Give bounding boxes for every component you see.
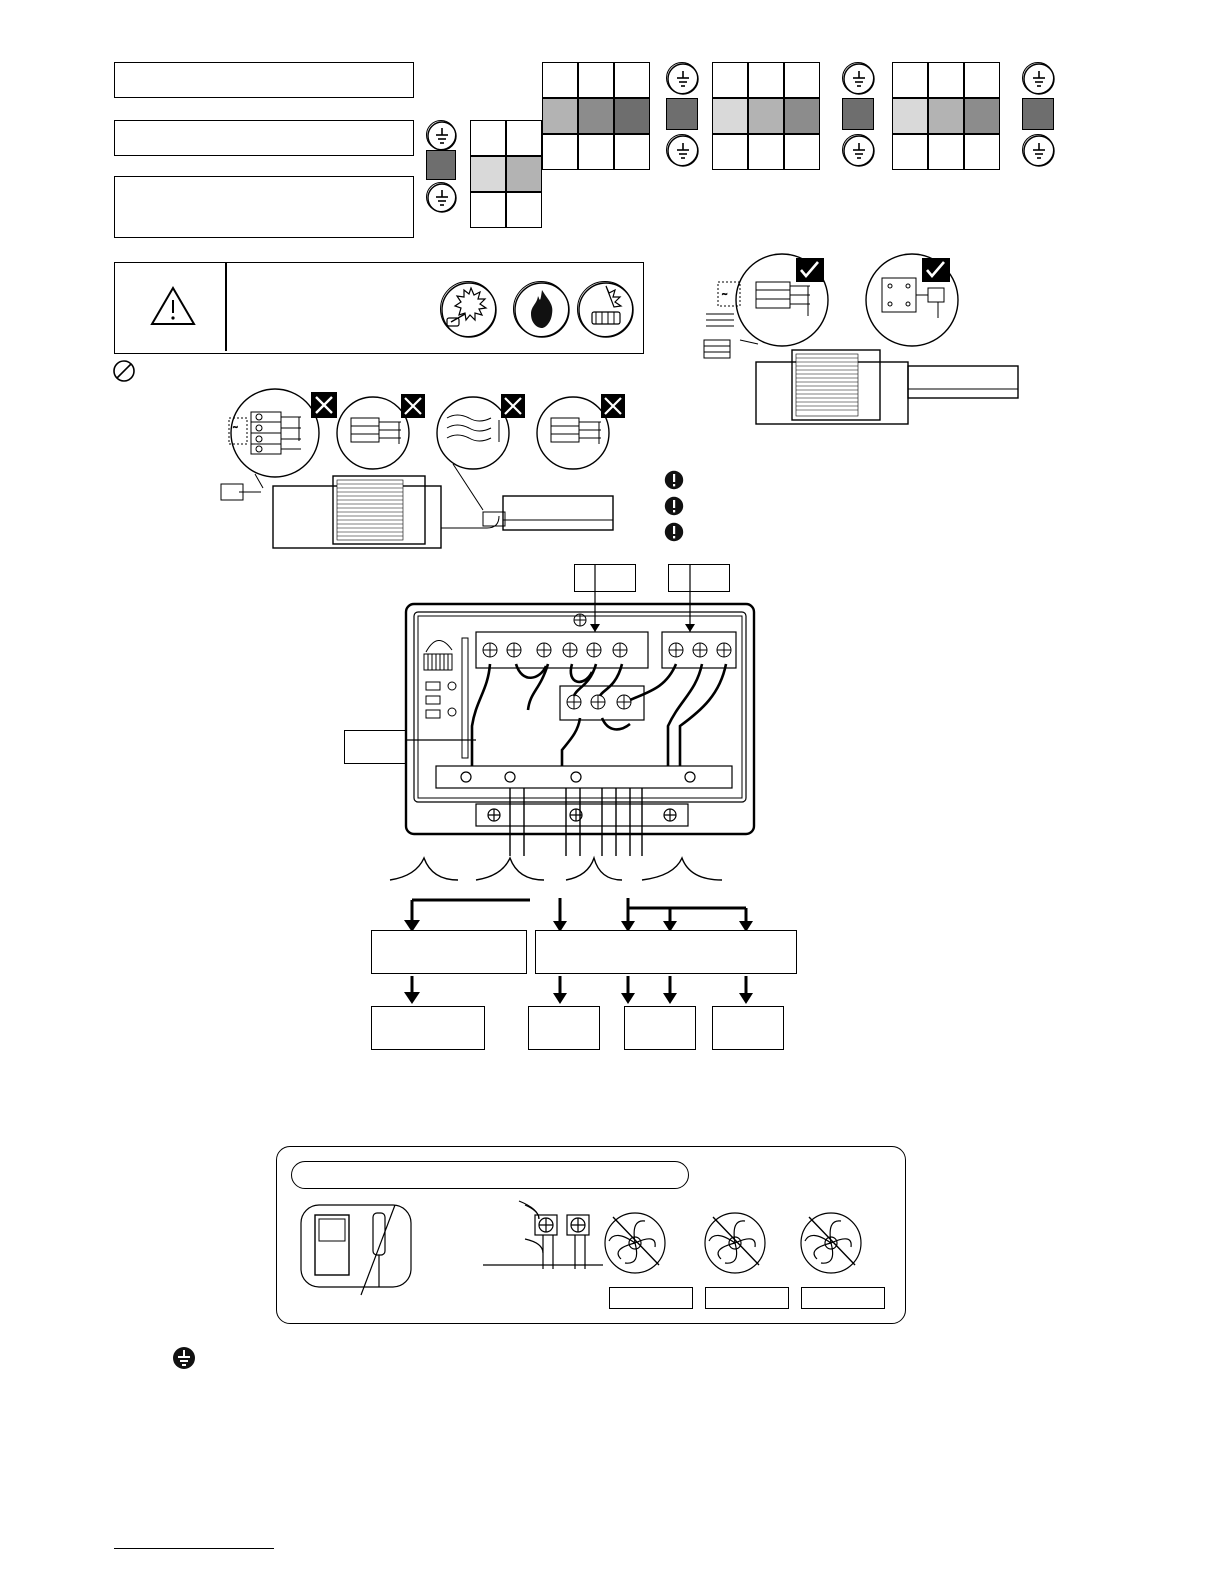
terminal-cell	[542, 134, 578, 170]
warning-triangle-icon	[150, 285, 196, 327]
svg-text:~: ~	[233, 423, 238, 432]
page-footer-rule	[114, 1548, 274, 1549]
terminal-cell	[542, 98, 578, 134]
earth-icon	[426, 182, 456, 212]
earth-icon	[666, 134, 698, 166]
terminal-cell	[470, 120, 506, 156]
terminal-cell	[748, 98, 784, 134]
result-box-4	[712, 1006, 784, 1050]
footer-earth-symbol	[172, 1346, 196, 1370]
terminal-cell	[578, 98, 614, 134]
panel-header-bar	[291, 1161, 689, 1189]
terminal-cell	[712, 98, 748, 134]
earth-icon	[842, 134, 874, 166]
earth-icon	[842, 62, 874, 94]
terminal-cell	[614, 98, 650, 134]
terminal-cell	[892, 134, 928, 170]
earth-icon	[666, 62, 698, 94]
terminal-cell	[426, 150, 456, 180]
terminal-cell	[964, 134, 1000, 170]
flame-icon	[513, 281, 569, 337]
terminal-cell	[892, 62, 928, 98]
result-box-2	[528, 1006, 600, 1050]
terminal-cell	[964, 98, 1000, 134]
warning-panel	[114, 262, 644, 354]
terminal-cell	[666, 98, 698, 130]
terminal-cell	[470, 156, 506, 192]
terminal-board-diagram	[380, 560, 800, 900]
terminal-cell	[928, 62, 964, 98]
table-row-1	[114, 62, 414, 98]
terminal-cell	[712, 62, 748, 98]
terminal-cell	[506, 192, 542, 228]
terminal-cell	[892, 98, 928, 134]
terminal-cell	[506, 120, 542, 156]
result-box-3	[624, 1006, 696, 1050]
terminal-cell	[784, 98, 820, 134]
earth-icon	[1022, 134, 1054, 166]
earth-icon	[426, 120, 456, 150]
terminal-cell	[928, 98, 964, 134]
terminal-cell	[964, 62, 1000, 98]
warning-divider	[225, 263, 227, 351]
notice-bullet-1	[664, 470, 684, 490]
terminal-cell	[784, 62, 820, 98]
terminal-cell	[842, 98, 874, 130]
terminal-cell	[506, 156, 542, 192]
terminal-cell	[784, 134, 820, 170]
terminal-cell	[712, 134, 748, 170]
result-box-1	[371, 1006, 485, 1050]
terminal-cell	[578, 134, 614, 170]
terminal-cell	[470, 192, 506, 228]
incorrect-wiring-examples	[215, 388, 655, 553]
flow-box-1	[371, 930, 527, 974]
correct-wiring-examples	[700, 252, 1020, 437]
fan-step-3-label	[801, 1287, 885, 1309]
burst-icon	[577, 281, 633, 337]
terminal-cell	[748, 62, 784, 98]
fan-step-1-label	[609, 1287, 693, 1309]
table-row-2	[114, 120, 414, 156]
terminal-cell	[542, 62, 578, 98]
prohibition-icon	[113, 360, 135, 382]
terminal-cell	[614, 134, 650, 170]
terminal-cell	[1022, 98, 1054, 130]
notice-bullet-3	[664, 522, 684, 542]
fan-step-2-label	[705, 1287, 789, 1309]
terminal-cell	[578, 62, 614, 98]
notice-bullet-2	[664, 496, 684, 516]
terminal-cell	[614, 62, 650, 98]
flow-arrows-2	[360, 974, 810, 1010]
terminal-cell	[928, 134, 964, 170]
svg-text:~: ~	[722, 289, 728, 299]
earth-icon	[1022, 62, 1054, 94]
spark-icon	[440, 281, 496, 337]
table-row-3	[114, 176, 414, 238]
flow-box-2	[535, 930, 797, 974]
bottom-instruction-panel	[276, 1146, 906, 1324]
terminal-cell	[748, 134, 784, 170]
